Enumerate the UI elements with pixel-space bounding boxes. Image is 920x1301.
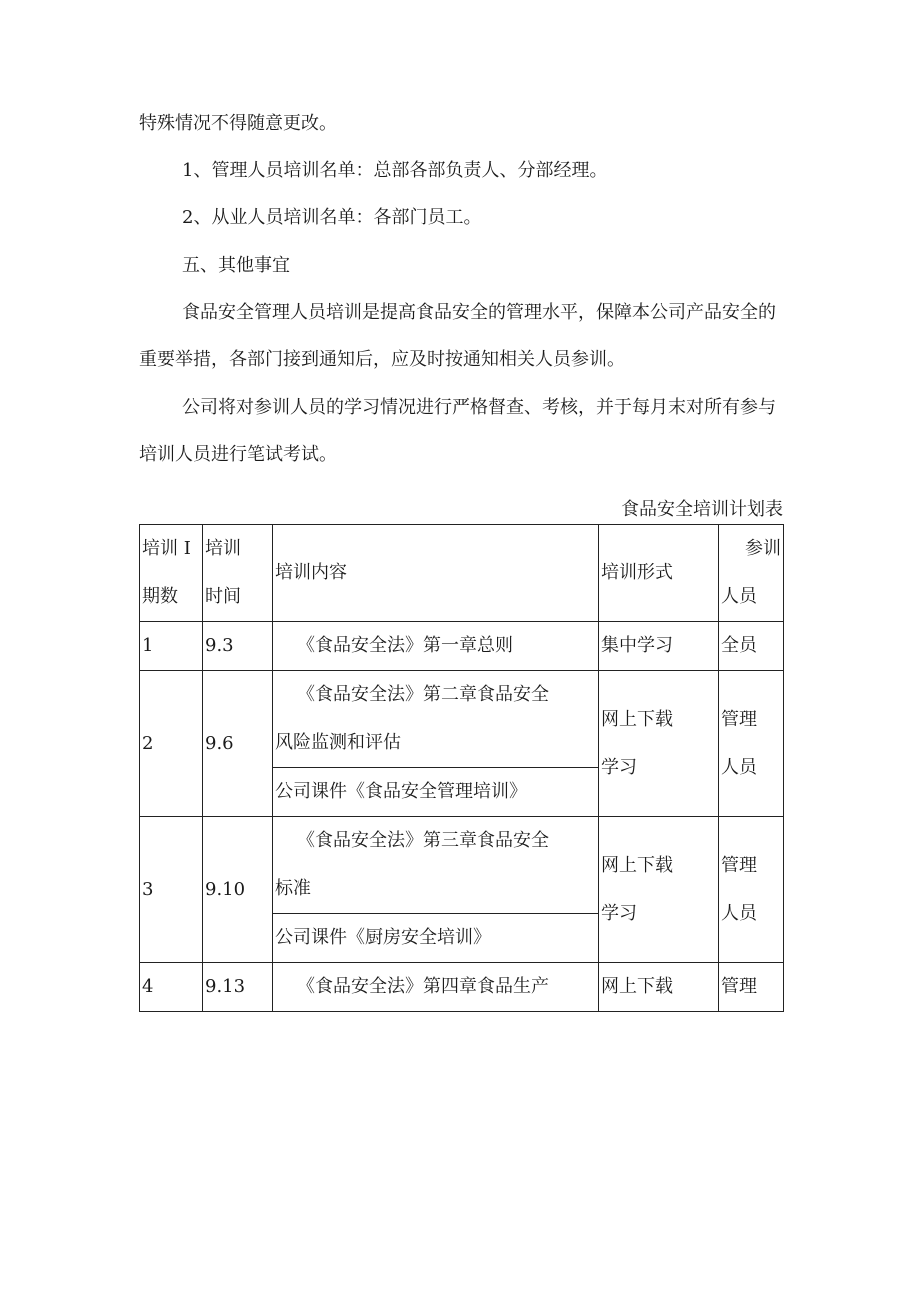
cell-content: 《食品安全法》第一章总则 xyxy=(273,622,599,671)
cell-time: 9.6 xyxy=(203,671,273,817)
cell-staff: 全员 xyxy=(719,622,784,671)
header-staff: 参训 人员 xyxy=(719,525,784,622)
cell-staff: 管理 人员 xyxy=(719,817,784,963)
section-heading-other: 五、其他事宜 xyxy=(182,255,290,276)
cell-period: 4 xyxy=(140,963,203,1012)
cell-period: 3 xyxy=(140,817,203,963)
cell-time: 9.3 xyxy=(203,622,273,671)
cell-content: 《食品安全法》第二章食品安全 风险监测和评估 xyxy=(273,671,599,768)
cell-period: 2 xyxy=(140,671,203,817)
cell-form: 网上下载 xyxy=(599,963,719,1012)
table-header-row xyxy=(140,525,784,622)
cell-form: 集中学习 xyxy=(599,622,719,671)
cell-staff: 管理 xyxy=(719,963,784,1012)
cell-staff: 管理 人员 xyxy=(719,671,784,817)
paragraph-assessment: 公司将对参训人员的学习情况进行严格督查、考核，并于每月末对所有参与培训人员进行笔试考试。 xyxy=(139,397,776,465)
table-row xyxy=(140,671,784,768)
table-row xyxy=(140,963,784,1012)
paragraph-management-list: 1、管理人员培训名单：总部各部负责人、分部经理。 xyxy=(182,160,608,181)
cell-content: 公司课件《厨房安全培训》 xyxy=(273,914,599,963)
cell-form: 网上下载 学习 xyxy=(599,671,719,817)
header-time: 培训 时间 xyxy=(203,525,273,622)
cell-time: 9.10 xyxy=(203,817,273,963)
training-plan-table xyxy=(139,524,784,1012)
table-row xyxy=(140,622,784,671)
header-period: 培训 I 期数 xyxy=(140,525,203,622)
paragraph-staff-list: 2、从业人员培训名单：各部门员工。 xyxy=(182,207,482,228)
cell-content: 《食品安全法》第三章食品安全 标准 xyxy=(273,817,599,914)
cell-content: 公司课件《食品安全管理培训》 xyxy=(273,768,599,817)
paragraph-continuation: 特殊情况不得随意更改。 xyxy=(139,113,337,134)
cell-period: 1 xyxy=(140,622,203,671)
header-form: 培训形式 xyxy=(599,525,719,622)
cell-form: 网上下载 学习 xyxy=(599,817,719,963)
table-row xyxy=(140,817,784,914)
table-caption: 食品安全培训计划表 xyxy=(621,499,783,520)
cell-content: 《食品安全法》第四章食品生产 xyxy=(273,963,599,1012)
paragraph-importance: 食品安全管理人员培训是提高食品安全的管理水平，保障本公司产品安全的重要举措，各部门接到通知后，应及时按通知相关人员参训。 xyxy=(139,302,776,370)
cell-time: 9.13 xyxy=(203,963,273,1012)
header-content: 培训内容 xyxy=(273,525,599,622)
